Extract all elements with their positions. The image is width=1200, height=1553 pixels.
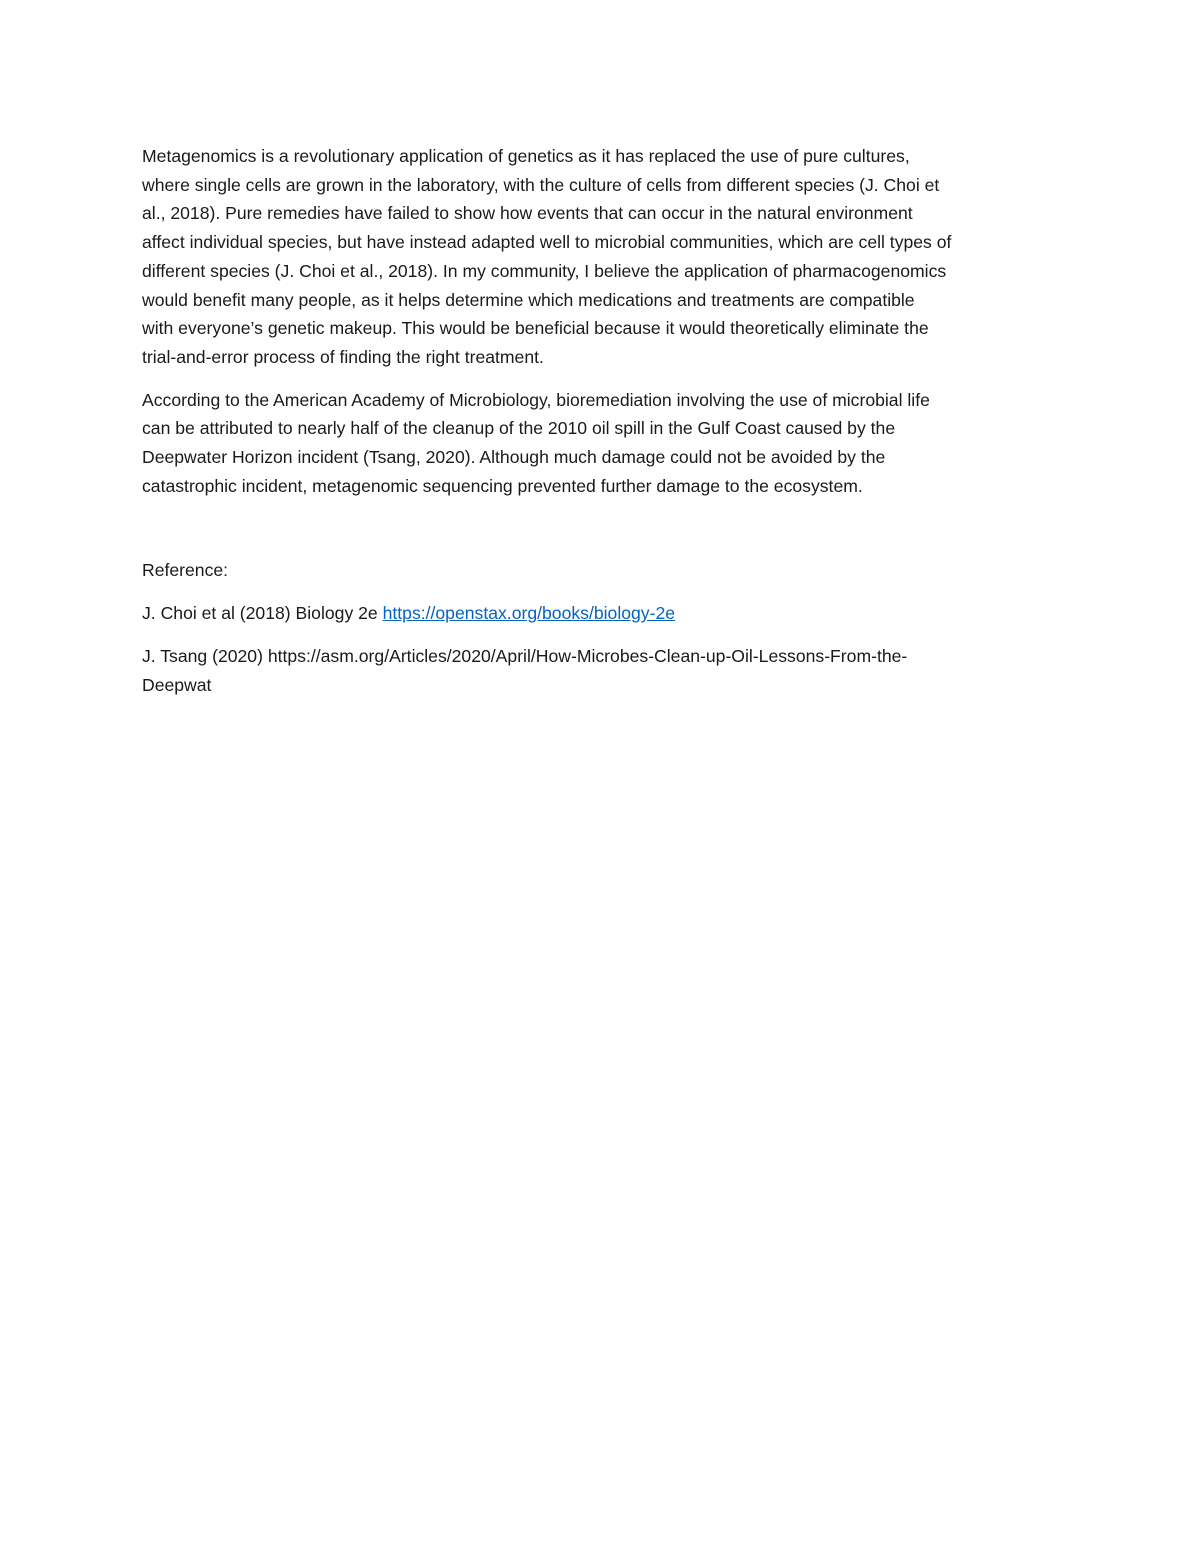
paragraph-line: affect individual species, but have instead adapted well to microbial communities, which are cell types of — [142, 232, 952, 253]
paragraph-line: Deepwater Horizon incident (Tsang, 2020). Although much damage could not be avoided by the — [142, 447, 886, 468]
reference-tsang-line: J. Tsang (2020) https://asm.org/Articles/2020/April/How-Microbes-Clean-up-Oil-Lessons-From-the- — [142, 645, 908, 666]
paragraph-line: different species (J. Choi et al., 2018). In my community, I believe the application of pharmacogenomics — [142, 260, 947, 281]
reference-tsang — [142, 642, 1062, 699]
paragraph-bioremediation — [142, 386, 1062, 501]
paragraph-line: where single cells are grown in the laboratory, with the culture of cells from different species (J. Choi et — [142, 174, 940, 195]
blank-line — [142, 514, 1062, 556]
paragraph-line: can be attributed to nearly half of the cleanup of the 2010 oil spill in the Gulf Coast caused by the — [142, 418, 896, 439]
paragraph-line: Metagenomics is a revolutionary application of genetics as it has replaced the use of pure cultures, — [142, 146, 910, 166]
reference-choi-text: J. Choi et al (2018) Biology 2e — [142, 603, 383, 624]
paragraph-line: catastrophic incident, metagenomic sequencing prevented further damage to the ecosystem. — [142, 475, 863, 496]
reference-choi — [142, 599, 1062, 628]
paragraph-line: al., 2018). Pure remedies have failed to show how events that can occur in the natural environment — [142, 203, 913, 224]
reference-choi-link[interactable]: https://openstax.org/books/biology-2e — [382, 603, 676, 624]
paragraph-line: According to the American Academy of Microbiology, bioremediation involving the use of microbial life — [142, 389, 930, 410]
paragraph-line: trial-and-error process of finding the right treatment. — [142, 346, 544, 367]
paragraph-line: would benefit many people, as it helps determine which medications and treatments are compatible — [142, 289, 915, 310]
reference-heading: Reference: — [142, 560, 229, 581]
paragraph-metagenomics — [142, 142, 1062, 372]
paragraph-line: with everyone’s genetic makeup. This would be beneficial because it would theoretically eliminate the — [142, 318, 929, 339]
document-body — [142, 142, 1062, 713]
reference-tsang-line: Deepwat — [142, 674, 212, 695]
